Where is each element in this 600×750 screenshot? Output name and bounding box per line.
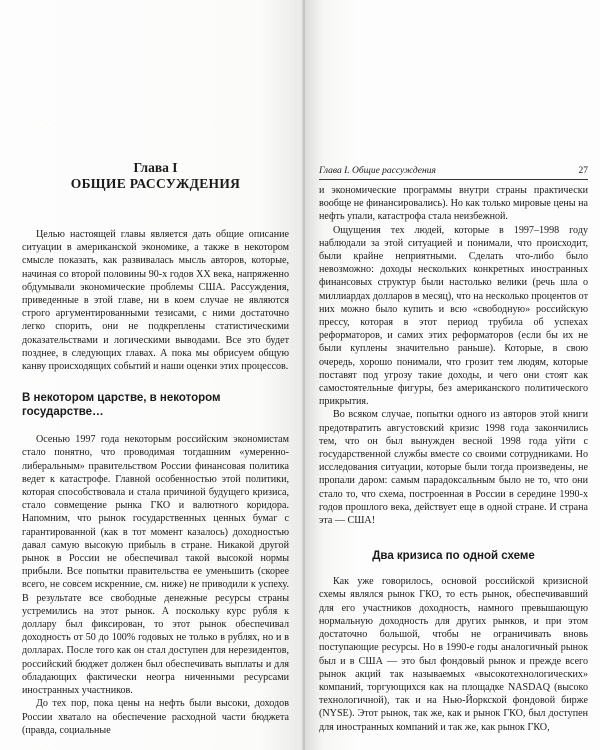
continuation-paragraph: и экономические программы внутри страны практически вообще не финансировались). Но как только мировые цены на нефть упали, катастрофа стала неизбежной.	[319, 185, 588, 223]
body-paragraph: До тех пор, пока цены на нефть были высоки, доходов России хватало на обеспечение расходной части бюджета (правда, социальные	[22, 698, 289, 736]
right-page	[305, 0, 600, 750]
intro-paragraph: Целью настоящей главы является дать общие описание ситуации в американской экономике, а также в некотором смысле показать, как развивалась мысль авторов, которые, начиная со второй половины 90-х годов XX века, напряженно обдумывали экономические проблемы США. Рассуждения, приведенные в этой главе, ни в коем случае не являются строго аргументированными тезисами, с ними достаточно легко спорить, они не подкреплены статистическими доказательствами и логическими выводами. Все это будет позднее, в следующих главах. А пока мы обрисуем общую канву происходящих событий и наши оценки этих процессов.	[22, 229, 289, 373]
page-number: 27	[578, 166, 588, 176]
body-paragraph: Осенью 1997 года некоторым российским экономистам стало понятно, что проводимая тогдашним «умеренно-либеральным» правительством России финансовая политика ведет к катастрофе. Главной особенностью этой политики, которая способствовала и стала причиной будущего кризиса, стало совмещение рынка ГКО и валютного коридора. Напомним, что рынок государственных ценных бумаг с гарантированной (как в тот момент казалось) доходностью давал самую высокую прибыль в стране. Никакой другой рынок в России не обеспечивал такой высокой нормы прибыли. Все попытки правительства ее уменьшить (скорее всего, не совсем искренние, см. ниже) не приводили к успеху. В результате все свободные денежные ресурсы страны устремились на этот рынок. А поскольку курс рубля к доллару был фиксирован, то этот рынок обеспечивал доходность от 50 до 100% годовых не только в рублях, но и в долларах. После того как он стал доступен для нерезидентов, российский бюджет должен был обеспечивать выплаты и для обладающих фактически неогра ниченными ресурсами иностранных участников.	[22, 434, 289, 697]
body-paragraph: Во всяком случае, попытки одного из авторов этой книги предотвратить августовский кризис 1998 года закончились тем, что он был вынужден весной 1998 года уйти с государственной службы вместе со своими сотрудниками. Но исследования ситуации, которые были тогда произведены, не пропали даром: самым парадоксальным было не то, что они стало то, что схема, построенная в России в середине 1990-х годов прошлого века, действует еще в одной стране. И страна эта — США!	[319, 409, 588, 527]
chapter-subtitle: ОБЩИЕ РАССУЖДЕНИЯ	[70, 176, 241, 191]
section-heading: Два кризиса по одной схеме	[372, 550, 535, 563]
section-heading: В некотором царстве, в некотором государстве…	[22, 392, 221, 419]
running-head-title: Глава I. Общие рассуждения	[319, 166, 436, 176]
body-paragraph: Ощущения тех людей, которые в 1997–1998 году наблюдали за этой ситуацией и понимали, что происходит, были крайне неприятными. Сделать что-либо было невозможно: доходы нескольких конкретных иностранных финансовых структур были настолько велики (речь шла о миллиардах долларов в месяц), что на несколько процентов от них можно было купить и всю «свободную» российскую прессу, которая в этот период трубила об успехах реформаторов, и самих этих реформаторов (если бы их не были куплены значительно раньше). Которые, в свою очередь, хорошо понимали, что грозит тем людям, которые поставят под угрозу такие доходы, и чего они стоят как самостоятельные фигуры, без американского политического прикрытия.	[319, 224, 588, 408]
body-paragraph: Как уже говорилось, основой российской кризисной схемы являлся рынок ГКО, то есть рынок, обеспечивавший для его участников доходность, намного превышающую нормальную доходность для других рынков, и при этом достаточно большой, чтобы не ограничивать вновь поступающие ресурсы. Но в 1990-е годы аналогичный рынок был и в США — это был фондовый рынок и прежде всего рынок акций так называемых «высокотехнологических» компаний, торгующихся как на площадке NASDAQ (высоко технологичной), так и на Нью-Йоркской фондовой бирже (NYSE). Этот рынок, так же, как и рынок ГКО, был доступен для иностранных компаний и так же, как рынок ГКО,	[319, 576, 588, 733]
chapter-title: Глава I	[133, 160, 178, 175]
running-head	[319, 165, 588, 180]
